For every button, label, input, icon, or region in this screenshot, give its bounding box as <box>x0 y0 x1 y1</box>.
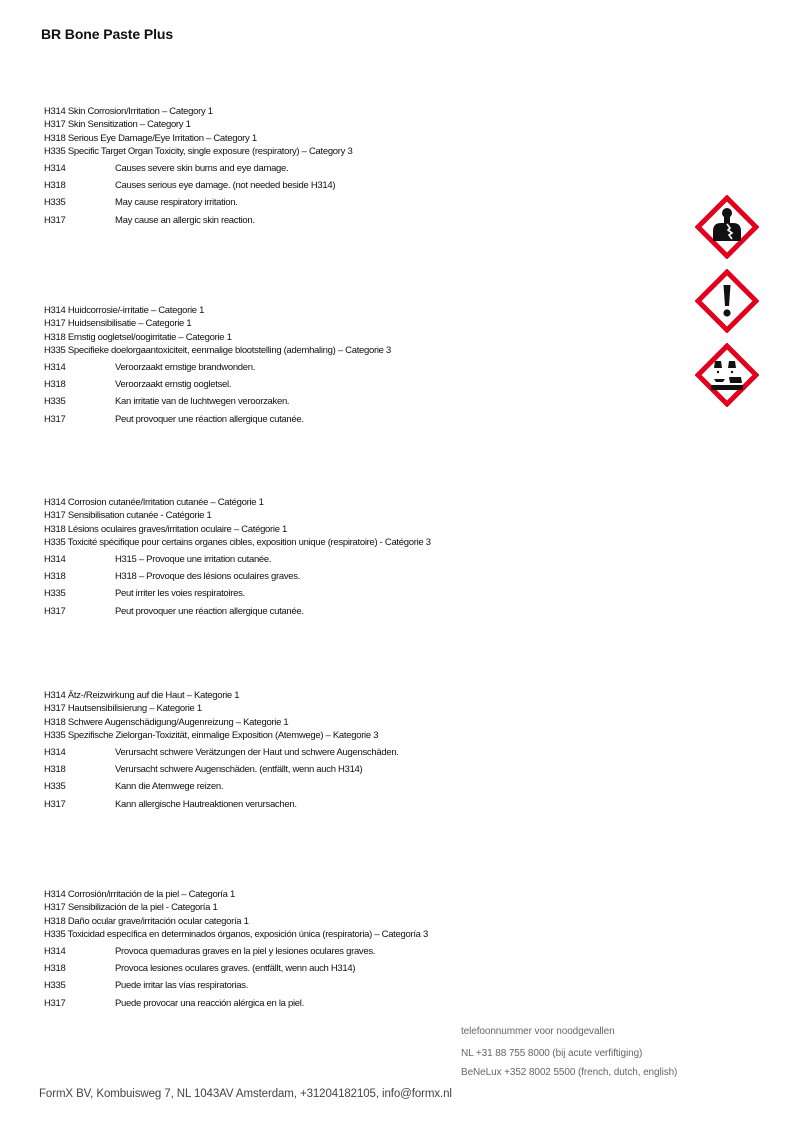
statement-text: Puede provocar una reacción alérgica en la piel. <box>115 997 304 1009</box>
health-hazard-icon <box>695 195 759 259</box>
hazard-section-nl <box>44 304 644 431</box>
statement-code: H314 <box>44 553 66 565</box>
statement-code: H335 <box>44 396 66 408</box>
hazard-category: H335 Toxicidad específica en determinados órganos, exposición única (respiratoria) – Categoría 3 <box>44 929 428 941</box>
statement-code: H314 <box>44 162 66 174</box>
hazard-section-de <box>44 689 644 816</box>
statement-code: H317 <box>44 997 66 1009</box>
statement-code: H317 <box>44 413 66 425</box>
statement-code: H318 <box>44 963 66 975</box>
statement-text: Peut provoquer une réaction allergique cutanée. <box>115 413 304 425</box>
hazard-section-en <box>44 105 644 232</box>
hazard-statement-row <box>44 747 644 764</box>
hazard-category: H317 Skin Sensitization – Category 1 <box>44 119 191 131</box>
emergency-nl: NL +31 88 755 8000 (bij acute verfiftiging) <box>461 1048 643 1059</box>
hazard-category: H318 Daño ocular grave/irritación ocular categoría 1 <box>44 915 249 927</box>
statement-text: May cause an allergic skin reaction. <box>115 214 255 226</box>
hazard-statement-row <box>44 180 644 197</box>
statement-code: H335 <box>44 197 66 209</box>
hazard-statements <box>44 747 644 817</box>
statement-code: H317 <box>44 798 66 810</box>
statement-code: H317 <box>44 605 66 617</box>
statement-text: Peut provoquer une réaction allergique cutanée. <box>115 605 304 617</box>
hazard-statement-row <box>44 414 644 431</box>
hazard-category: H317 Sensibilización de la piel - Categoría 1 <box>44 902 218 914</box>
statement-text: Kann allergische Hautreaktionen verursachen. <box>115 798 297 810</box>
statement-text: Veroorzaakt ernstig oogletsel. <box>115 379 232 391</box>
hazard-section-es <box>44 888 644 1015</box>
hazard-statement-row <box>44 396 644 413</box>
statement-text: Veroorzaakt ernstige brandwonden. <box>115 361 256 373</box>
hazard-category: H314 Skin Corrosion/Irritation – Category 1 <box>44 106 213 117</box>
hazard-statements <box>44 362 644 432</box>
statement-code: H318 <box>44 379 66 391</box>
document-title: BR Bone Paste Plus <box>41 26 174 42</box>
hazard-statement-row <box>44 781 644 798</box>
statement-text: Causes severe skin burns and eye damage. <box>115 162 289 174</box>
emergency-benelux: BeNeLux +352 8002 5500 (french, dutch, english) <box>461 1067 678 1078</box>
hazard-statements <box>44 946 644 1016</box>
hazard-statements <box>44 554 644 624</box>
statement-text: H318 – Provoque des lésions oculaires graves. <box>115 571 301 583</box>
statement-code: H318 <box>44 571 66 583</box>
statement-code: H314 <box>44 361 66 373</box>
hazard-statement-row <box>44 163 644 180</box>
statement-code: H335 <box>44 781 66 793</box>
statement-text: Verursacht schwere Augenschäden. (entfällt, wenn auch H314) <box>115 764 363 776</box>
hazard-statement-row <box>44 998 644 1015</box>
hazard-statement-row <box>44 362 644 379</box>
hazard-statement-row <box>44 588 644 605</box>
statement-code: H318 <box>44 180 66 192</box>
hazard-statement-row <box>44 379 644 396</box>
hazard-category: H314 Corrosión/irritación de la piel – Categoría 1 <box>44 889 235 900</box>
statement-text: Verursacht schwere Verätzungen der Haut und schwere Augenschäden. <box>115 746 399 758</box>
hazard-statement-row <box>44 215 644 232</box>
hazard-category: H318 Serious Eye Damage/Eye Irritation – Category 1 <box>44 132 257 144</box>
hazard-category: H335 Toxicité spécifique pour certains organes cibles, exposition unique (respiratoire) - Catégorie 3 <box>44 537 431 549</box>
hazard-statement-row <box>44 606 644 623</box>
hazard-category: H318 Ernstig oogletsel/oogirritatie – Categorie 1 <box>44 331 232 343</box>
statement-text: Puede irritar las vías respiratorias. <box>115 980 249 992</box>
hazard-statement-row <box>44 799 644 816</box>
hazard-statement-row <box>44 571 644 588</box>
statement-code: H314 <box>44 945 66 957</box>
hazard-category: H318 Schwere Augenschädigung/Augenreizung – Kategorie 1 <box>44 716 289 728</box>
statement-text: Provoca lesiones oculares graves. (entfällt, wenn auch H314) <box>115 963 356 975</box>
exclamation-icon <box>695 269 759 333</box>
hazard-statement-row <box>44 963 644 980</box>
hazard-category: H317 Hautsensibilisierung – Kategorie 1 <box>44 703 202 715</box>
hazard-category: H314 Ätz-/Reizwirkung auf die Haut – Kategorie 1 <box>44 690 240 701</box>
statement-text: May cause respiratory irritation. <box>115 197 238 209</box>
hazard-statement-row <box>44 764 644 781</box>
hazard-statement-row <box>44 554 644 571</box>
statement-text: Provoca quemaduras graves en la piel y lesiones oculares graves. <box>115 945 376 957</box>
hazard-category: H314 Huidcorrosie/-irritatie – Categorie 1 <box>44 305 205 316</box>
statement-code: H318 <box>44 764 66 776</box>
hazard-statement-row <box>44 980 644 997</box>
company-footer: FormX BV, Kombuisweg 7, NL 1043AV Amsterdam, +31204182105, info@formx.nl <box>39 1088 452 1100</box>
hazard-category: H335 Specifieke doelorgaantoxiciteit, eenmalige blootstelling (ademhaling) – Categorie 3 <box>44 345 391 357</box>
hazard-category: H314 Corrosion cutanée/Irritation cutanée – Catégorie 1 <box>44 497 264 508</box>
statement-text: Peut irriter les voies respiratoires. <box>115 588 245 600</box>
statement-text: H315 – Provoque une irritation cutanée. <box>115 553 272 565</box>
hazard-category: H318 Lésions oculaires graves/irritation oculaire – Catégorie 1 <box>44 523 288 535</box>
hazard-statement-row <box>44 197 644 214</box>
statement-code: H335 <box>44 980 66 992</box>
emergency-contact <box>461 1026 677 1086</box>
statement-code: H317 <box>44 214 66 226</box>
hazard-section-fr <box>44 496 644 623</box>
statement-code: H335 <box>44 588 66 600</box>
statement-text: Causes serious eye damage. (not needed beside H314) <box>115 180 336 192</box>
hazard-category: H335 Spezifische Zielorgan-Toxizität, einmalige Exposition (Atemwege) – Kategorie 3 <box>44 730 379 742</box>
hazard-statements <box>44 163 644 233</box>
hazard-category: H317 Huidsensibilisatie – Categorie 1 <box>44 318 192 330</box>
statement-text: Kan irritatie van de luchtwegen veroorzaken. <box>115 396 290 408</box>
corrosion-icon <box>695 343 759 407</box>
emergency-header: telefoonnummer voor noodgevallen <box>461 1026 615 1037</box>
statement-code: H314 <box>44 746 66 758</box>
statement-text: Kann die Atemwege reizen. <box>115 781 224 793</box>
hazard-category: H317 Sensibilisation cutanée - Catégorie 1 <box>44 510 212 522</box>
hazard-category: H335 Specific Target Organ Toxicity, single exposure (respiratory) – Category 3 <box>44 146 353 158</box>
ghs-pictograms <box>695 195 759 417</box>
hazard-statement-row <box>44 946 644 963</box>
